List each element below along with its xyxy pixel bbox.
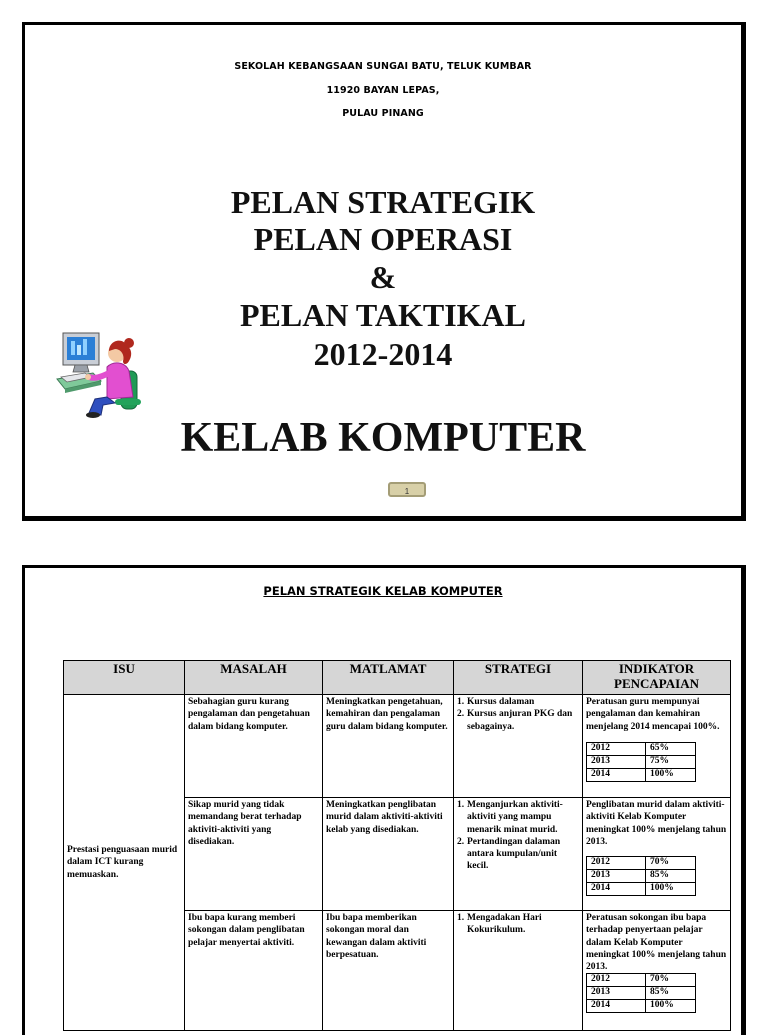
title-ampersand: & bbox=[369, 259, 397, 295]
header-indikator: INDIKATOR PENCAPAIAN bbox=[583, 661, 731, 695]
strategi-cell: 1. Menganjurkan aktiviti-aktiviti yang mampu menarik minat murid. 2. Pertandingan dalaman antara kumpulan/unit kecil. bbox=[454, 798, 583, 911]
masalah-cell: Sikap murid yang tidak memandang berat terhadap aktiviti-aktiviti yang disediakan. bbox=[185, 798, 323, 911]
header-matlamat: MATLAMAT bbox=[323, 661, 454, 695]
strategi-cell: 1. Mengadakan Hari Kokurikulum. bbox=[454, 911, 583, 1031]
strategi-cell: 1. Kursus dalaman 2. Kursus anjuran PKG dan sebagainya. bbox=[454, 695, 583, 798]
matlamat-cell: Meningkatkan penglibatan murid dalam aktiviti-aktiviti kelab yang disediakan. bbox=[323, 798, 454, 911]
strategic-plan-table bbox=[63, 660, 731, 1031]
target-table: 2012 65% 2013 75% 2014 100% bbox=[586, 742, 696, 782]
woman-at-computer-icon bbox=[55, 325, 147, 421]
masalah-cell: Ibu bapa kurang memberi sokongan dalam penglibatan pelajar menyertai aktiviti. bbox=[185, 911, 323, 1031]
page-title: PELAN STRATEGIK KELAB KOMPUTER bbox=[263, 584, 503, 598]
matlamat-cell: Ibu bapa memberikan sokongan moral dan kewangan dalam aktiviti berpesatuan. bbox=[323, 911, 454, 1031]
indikator-cell: Peratusan sokongan ibu bapa terhadap penyertaan pelajar dalam Kelab Komputer meningkat 100% menjelang tahun 2013. 2012 70% 2013 85% 2014 100% bbox=[583, 911, 731, 1031]
title-years: 2012-2014 bbox=[313, 336, 453, 372]
school-postcode: 11920 BAYAN LEPAS, bbox=[326, 85, 440, 96]
masalah-cell: Sebahagian guru kurang pengalaman dan pengetahuan dalam bidang komputer. bbox=[185, 695, 323, 798]
target-table: 2012 70% 2013 85% 2014 100% bbox=[586, 856, 696, 896]
indikator-cell: Penglibatan murid dalam aktiviti-aktiviti Kelab Komputer meningkat 100% menjelang tahun 2013. 2012 70% 2013 85% 2014 100% bbox=[583, 798, 731, 911]
header-isu: ISU bbox=[64, 661, 185, 695]
target-table: 2012 70% 2013 85% 2014 100% bbox=[586, 973, 696, 1013]
school-name: SEKOLAH KEBANGSAAN SUNGAI BATU, TELUK KUMBAR bbox=[234, 61, 532, 72]
header-masalah: MASALAH bbox=[185, 661, 323, 695]
matlamat-cell: Meningkatkan pengetahuan, kemahiran dan pengalaman guru dalam bidang komputer. bbox=[323, 695, 454, 798]
table-row bbox=[64, 695, 731, 798]
page-number-badge: 1 bbox=[388, 482, 426, 497]
isu-cell: Prestasi penguasaan murid dalam ICT kurang memuaskan. bbox=[64, 695, 185, 1031]
header-strategi: STRATEGI bbox=[454, 661, 583, 695]
club-name: KELAB KOMPUTER bbox=[180, 415, 586, 461]
title-pelan-strategik: PELAN STRATEGIK bbox=[230, 184, 536, 220]
school-state: PULAU PINANG bbox=[342, 108, 424, 119]
indikator-cell: Peratusan guru mempunyai pengalaman dan kemahiran menjelang 2014 mencapai 100%. 2012 65% 2013 75% 2014 100% bbox=[583, 695, 731, 798]
strategic-plan-page bbox=[22, 565, 746, 1035]
cover-page bbox=[22, 22, 746, 521]
title-pelan-taktikal: PELAN TAKTIKAL bbox=[240, 297, 526, 333]
title-pelan-operasi: PELAN OPERASI bbox=[253, 221, 513, 257]
table-header-row bbox=[64, 661, 731, 695]
